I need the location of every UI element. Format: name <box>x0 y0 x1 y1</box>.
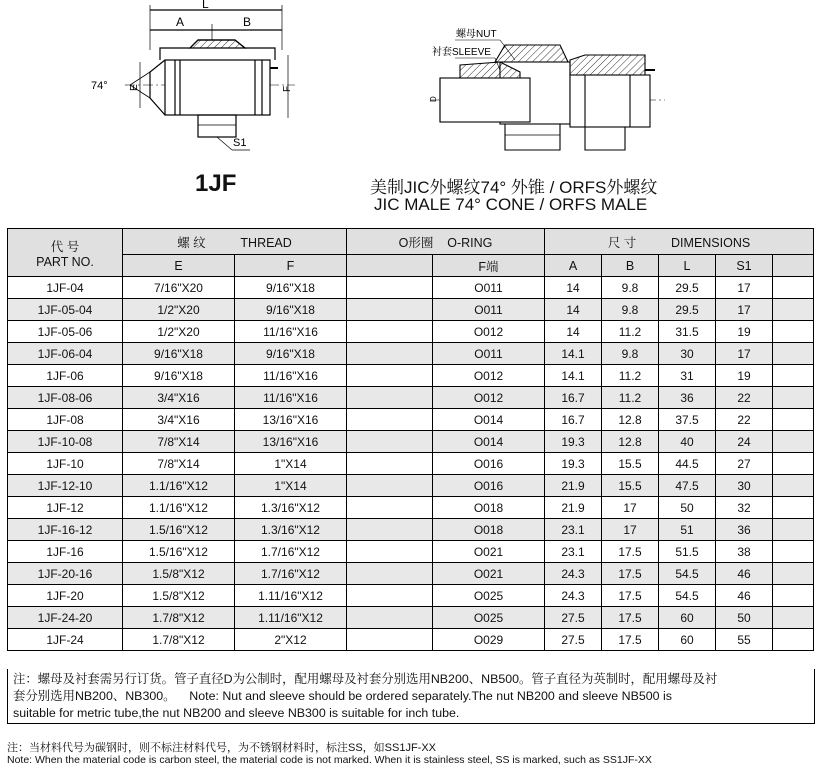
cell-oring: O029 <box>433 629 545 651</box>
cell-part: 1JF-06-04 <box>8 343 123 365</box>
cell-part: 1JF-08 <box>8 409 123 431</box>
cell-F: 1.7/16"X12 <box>235 541 347 563</box>
note-line2-cn: 套分别选用NB200、NB300。 <box>13 689 176 703</box>
cell-L: 54.5 <box>659 563 716 585</box>
header-A: A <box>545 255 602 277</box>
cell-oring: O012 <box>433 321 545 343</box>
cell-blank-end <box>773 453 814 475</box>
cell-L: 37.5 <box>659 409 716 431</box>
header-oring <box>347 229 545 255</box>
cell-blank-end <box>773 387 814 409</box>
cell-blank <box>347 299 433 321</box>
header-oring-cn: O形圈 <box>398 235 434 250</box>
cell-S1: 55 <box>716 629 773 651</box>
cell-oring: O018 <box>433 519 545 541</box>
label-D: D <box>429 96 438 102</box>
cell-A: 19.3 <box>545 431 602 453</box>
cell-L: 36 <box>659 387 716 409</box>
cell-S1: 19 <box>716 321 773 343</box>
cell-A: 21.9 <box>545 497 602 519</box>
cell-E: 1.5/16"X12 <box>123 541 235 563</box>
header-dim-en: DIMENSIONS <box>671 235 751 250</box>
label-S1: S1 <box>233 137 247 149</box>
cell-S1: 17 <box>716 299 773 321</box>
cell-S1: 22 <box>716 409 773 431</box>
cell-A: 14 <box>545 299 602 321</box>
cell-part: 1JF-20 <box>8 585 123 607</box>
note-line2-en: Note: Nut and sleeve should be ordered separately.The nut NB200 and sleeve NB500 is <box>189 689 672 703</box>
label-A: A <box>176 15 185 29</box>
cell-S1: 32 <box>716 497 773 519</box>
table-row <box>8 585 814 607</box>
cell-B: 11.2 <box>602 321 659 343</box>
cell-E: 1.5/8"X12 <box>123 563 235 585</box>
cell-S1: 24 <box>716 431 773 453</box>
cell-blank <box>347 321 433 343</box>
cell-A: 27.5 <box>545 629 602 651</box>
cell-oring: O011 <box>433 277 545 299</box>
cell-A: 19.3 <box>545 453 602 475</box>
cell-blank <box>347 453 433 475</box>
cell-F: 9/16"X18 <box>235 343 347 365</box>
cell-blank-end <box>773 343 814 365</box>
cell-oring: O012 <box>433 365 545 387</box>
cell-part: 1JF-24-20 <box>8 607 123 629</box>
cell-oring: O012 <box>433 387 545 409</box>
cell-B: 15.5 <box>602 475 659 497</box>
cell-blank-end <box>773 277 814 299</box>
cell-blank <box>347 607 433 629</box>
header-F: F <box>235 255 347 277</box>
cell-S1: 17 <box>716 277 773 299</box>
header-thread-cn: 螺 纹 <box>177 235 206 250</box>
cell-blank <box>347 475 433 497</box>
cell-A: 14 <box>545 321 602 343</box>
cell-B: 17.5 <box>602 607 659 629</box>
cell-E: 1.1/16"X12 <box>123 497 235 519</box>
cell-part: 1JF-10-08 <box>8 431 123 453</box>
cell-E: 1/2"X20 <box>123 321 235 343</box>
cell-B: 9.8 <box>602 343 659 365</box>
cell-blank-end <box>773 497 814 519</box>
cell-A: 23.1 <box>545 519 602 541</box>
cell-blank-end <box>773 299 814 321</box>
cell-oring: O011 <box>433 299 545 321</box>
cell-B: 17.5 <box>602 563 659 585</box>
cell-A: 14 <box>545 277 602 299</box>
cell-A: 21.9 <box>545 475 602 497</box>
cell-part: 1JF-16 <box>8 541 123 563</box>
cell-S1: 22 <box>716 387 773 409</box>
cell-S1: 17 <box>716 343 773 365</box>
cell-blank-end <box>773 431 814 453</box>
header-blank <box>347 255 433 277</box>
cell-F: 13/16"X16 <box>235 431 347 453</box>
cell-part: 1JF-12-10 <box>8 475 123 497</box>
cell-part: 1JF-24 <box>8 629 123 651</box>
spec-table <box>7 228 814 651</box>
cell-A: 16.7 <box>545 387 602 409</box>
cell-B: 17 <box>602 519 659 541</box>
cell-S1: 46 <box>716 563 773 585</box>
cell-oring: O021 <box>433 541 545 563</box>
footer-note-en: Note: When the material code is carbon steel, the material code is not marked. When it is stainless steel, SS is marked, such as SS1JF-XX <box>7 754 652 766</box>
table-row <box>8 387 814 409</box>
cell-blank <box>347 409 433 431</box>
cell-blank-end <box>773 519 814 541</box>
header-part-cn: 代 号 <box>50 239 80 254</box>
cell-F: 9/16"X18 <box>235 299 347 321</box>
cell-S1: 19 <box>716 365 773 387</box>
header-E: E <box>123 255 235 277</box>
cell-blank-end <box>773 365 814 387</box>
note-line3: suitable for metric tube,the nut NB200 and sleeve NB300 is suitable for inch tube. <box>13 706 460 720</box>
footer-note-cn: 注：当材料代号为碳钢时，则不标注材料代号，为不锈钢材料时，标注SS，如SS1JF-XX <box>7 742 437 754</box>
cell-F: 1.3/16"X12 <box>235 497 347 519</box>
cell-S1: 50 <box>716 607 773 629</box>
cell-part: 1JF-05-04 <box>8 299 123 321</box>
label-angle: 74° <box>91 80 108 92</box>
cell-B: 17.5 <box>602 585 659 607</box>
table-row <box>8 475 814 497</box>
table-row <box>8 519 814 541</box>
cell-L: 44.5 <box>659 453 716 475</box>
cell-blank-end <box>773 541 814 563</box>
cell-B: 11.2 <box>602 365 659 387</box>
cell-F: 1.11/16"X12 <box>235 607 347 629</box>
cell-oring: O025 <box>433 607 545 629</box>
header-thread-en: THREAD <box>240 235 292 250</box>
table-row <box>8 541 814 563</box>
header-dimensions <box>545 229 814 255</box>
cell-F: 1.7/16"X12 <box>235 563 347 585</box>
header-oring-en: O-RING <box>447 235 493 250</box>
cell-blank <box>347 387 433 409</box>
cell-blank-end <box>773 563 814 585</box>
cell-S1: 46 <box>716 585 773 607</box>
cell-A: 24.3 <box>545 585 602 607</box>
cell-part: 1JF-05-06 <box>8 321 123 343</box>
cell-oring: O021 <box>433 563 545 585</box>
cell-blank-end <box>773 629 814 651</box>
cell-A: 23.1 <box>545 541 602 563</box>
cell-L: 60 <box>659 607 716 629</box>
header-part <box>8 229 123 277</box>
cell-blank <box>347 519 433 541</box>
cell-E: 3/4"X16 <box>123 387 235 409</box>
header-dim-cn: 尺 寸 <box>607 235 637 250</box>
cell-blank-end <box>773 321 814 343</box>
product-title-en: JIC MALE 74° CONE / ORFS MALE <box>374 195 648 214</box>
cell-E: 7/16"X20 <box>123 277 235 299</box>
cell-blank-end <box>773 607 814 629</box>
note-line1: 注：螺母及衬套需另行订货。管子直径D为公制时，配用螺母及衬套分别选用NB200、NB500。管子直径为英制时，配用螺母及衬 <box>13 672 718 686</box>
cell-blank <box>347 563 433 585</box>
cell-blank <box>347 277 433 299</box>
cell-F: 11/16"X16 <box>235 365 347 387</box>
cell-L: 31.5 <box>659 321 716 343</box>
table-row <box>8 497 814 519</box>
cell-E: 3/4"X16 <box>123 409 235 431</box>
cell-oring: O025 <box>433 585 545 607</box>
cell-B: 9.8 <box>602 299 659 321</box>
cell-L: 31 <box>659 365 716 387</box>
label-nut: 螺母NUT <box>456 29 497 40</box>
cell-L: 51 <box>659 519 716 541</box>
header-F-end: F端 <box>433 255 545 277</box>
cell-L: 50 <box>659 497 716 519</box>
table-row <box>8 299 814 321</box>
cell-E: 1.7/8"X12 <box>123 607 235 629</box>
table-row <box>8 431 814 453</box>
cell-B: 12.8 <box>602 431 659 453</box>
cell-part: 1JF-04 <box>8 277 123 299</box>
cell-L: 29.5 <box>659 299 716 321</box>
cell-part: 1JF-08-06 <box>8 387 123 409</box>
cell-B: 11.2 <box>602 387 659 409</box>
fitting-side-view <box>125 5 295 150</box>
cell-part: 1JF-06 <box>8 365 123 387</box>
cell-blank <box>347 431 433 453</box>
table-row <box>8 563 814 585</box>
cell-B: 17.5 <box>602 629 659 651</box>
cell-L: 40 <box>659 431 716 453</box>
cell-oring: O011 <box>433 343 545 365</box>
cell-E: 7/8"X14 <box>123 431 235 453</box>
cell-L: 60 <box>659 629 716 651</box>
cell-blank <box>347 343 433 365</box>
cell-L: 51.5 <box>659 541 716 563</box>
cell-E: 9/16"X18 <box>123 365 235 387</box>
cell-blank <box>347 541 433 563</box>
product-title-cn: 美制JIC外螺纹74° 外锥 / ORFS外螺纹 <box>370 178 658 197</box>
cell-E: 1.7/8"X12 <box>123 629 235 651</box>
cell-part: 1JF-20-16 <box>8 563 123 585</box>
cell-part: 1JF-12 <box>8 497 123 519</box>
header-thread <box>123 229 347 255</box>
cell-F: 9/16"X18 <box>235 277 347 299</box>
cell-E: 1.5/16"X12 <box>123 519 235 541</box>
table-row <box>8 453 814 475</box>
cell-A: 16.7 <box>545 409 602 431</box>
cell-F: 1.3/16"X12 <box>235 519 347 541</box>
cell-A: 14.1 <box>545 365 602 387</box>
label-sleeve: 衬套SLEEVE <box>432 47 491 58</box>
cell-oring: O016 <box>433 475 545 497</box>
table-row <box>8 409 814 431</box>
cell-A: 27.5 <box>545 607 602 629</box>
cell-oring: O018 <box>433 497 545 519</box>
cell-L: 54.5 <box>659 585 716 607</box>
cell-oring: O014 <box>433 431 545 453</box>
cell-F: 1.11/16"X12 <box>235 585 347 607</box>
table-row <box>8 365 814 387</box>
table-row <box>8 277 814 299</box>
cell-blank <box>347 585 433 607</box>
cell-oring: O016 <box>433 453 545 475</box>
cell-B: 12.8 <box>602 409 659 431</box>
cell-blank-end <box>773 475 814 497</box>
header-part-en: PART NO. <box>36 254 94 269</box>
cell-S1: 27 <box>716 453 773 475</box>
cell-F: 2"X12 <box>235 629 347 651</box>
cell-S1: 36 <box>716 519 773 541</box>
product-code: 1JF <box>195 170 237 197</box>
cell-blank <box>347 365 433 387</box>
table-row <box>8 343 814 365</box>
cell-A: 24.3 <box>545 563 602 585</box>
cell-E: 7/8"X14 <box>123 453 235 475</box>
cell-F: 1"X14 <box>235 475 347 497</box>
cell-blank-end <box>773 409 814 431</box>
label-F: F <box>282 85 293 92</box>
header-L: L <box>659 255 716 277</box>
table-row <box>8 321 814 343</box>
cell-part: 1JF-10 <box>8 453 123 475</box>
cell-B: 17.5 <box>602 541 659 563</box>
cell-S1: 38 <box>716 541 773 563</box>
header-blank-end <box>773 255 814 277</box>
label-E: E <box>129 84 140 91</box>
cell-E: 1.5/8"X12 <box>123 585 235 607</box>
cell-oring: O014 <box>433 409 545 431</box>
cell-B: 17 <box>602 497 659 519</box>
table-row <box>8 629 814 651</box>
cell-E: 9/16"X18 <box>123 343 235 365</box>
cell-S1: 30 <box>716 475 773 497</box>
cell-F: 13/16"X16 <box>235 409 347 431</box>
table-row <box>8 607 814 629</box>
cell-L: 29.5 <box>659 277 716 299</box>
cell-blank-end <box>773 585 814 607</box>
header-S1: S1 <box>716 255 773 277</box>
cell-E: 1.1/16"X12 <box>123 475 235 497</box>
cell-F: 11/16"X16 <box>235 321 347 343</box>
label-B: B <box>243 15 252 29</box>
cell-F: 11/16"X16 <box>235 387 347 409</box>
cell-B: 15.5 <box>602 453 659 475</box>
note-box <box>7 669 815 724</box>
note-line2 <box>13 688 809 705</box>
cell-L: 47.5 <box>659 475 716 497</box>
cell-blank <box>347 629 433 651</box>
cell-L: 30 <box>659 343 716 365</box>
cell-E: 1/2"X20 <box>123 299 235 321</box>
cell-B: 9.8 <box>602 277 659 299</box>
cell-blank <box>347 497 433 519</box>
cell-A: 14.1 <box>545 343 602 365</box>
cell-F: 1"X14 <box>235 453 347 475</box>
cell-part: 1JF-16-12 <box>8 519 123 541</box>
header-B: B <box>602 255 659 277</box>
label-L: L <box>202 0 209 11</box>
